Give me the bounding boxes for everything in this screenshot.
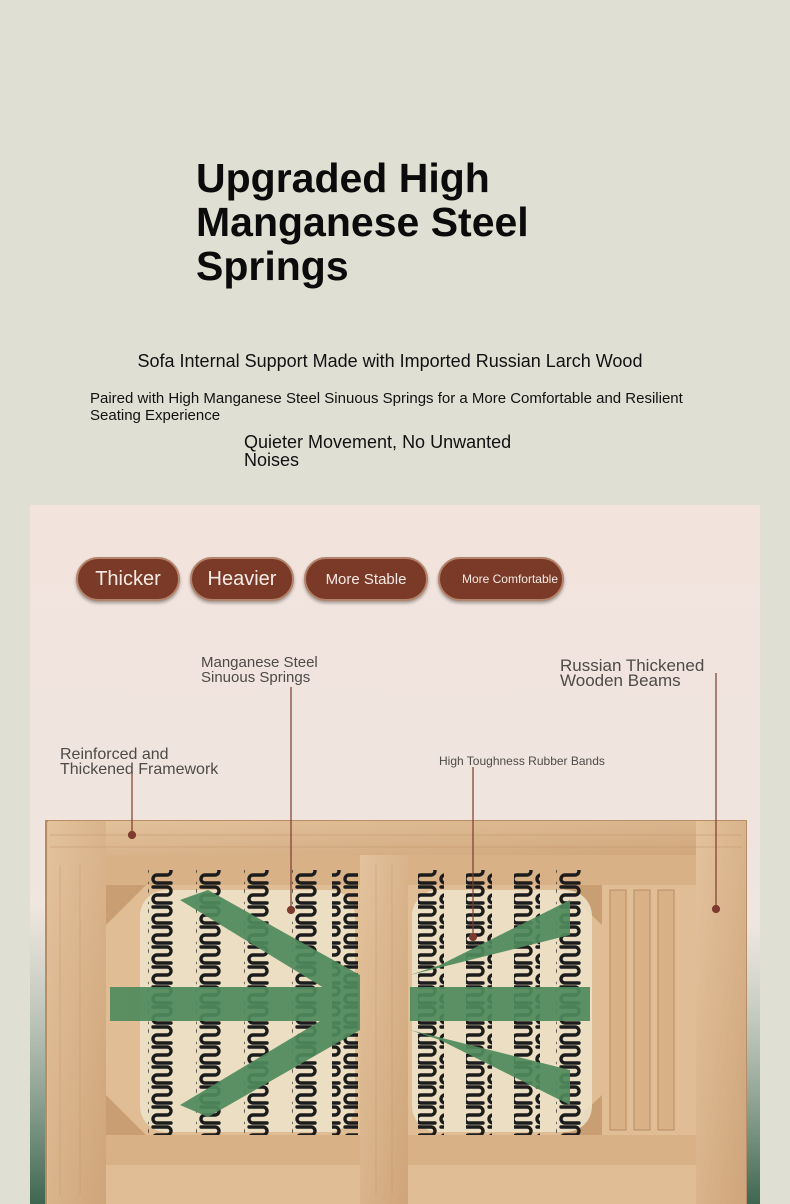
product-illustration-panel	[30, 505, 760, 1204]
page-title: Upgraded High Manganese Steel Springs	[196, 155, 529, 289]
feature-label: Heavier	[207, 567, 277, 590]
feature-label: Thicker	[95, 567, 161, 590]
label-framework: Reinforced and Thickened Framework	[60, 746, 219, 778]
description: Paired with High Manganese Steel Sinuous Springs for a More Comfortable and Resilient Seating Experience	[90, 390, 683, 424]
label-rubber-bands: High Toughness Rubber Bands	[439, 754, 605, 768]
feature-label: More Comfortable	[461, 572, 558, 586]
sofa-frame-illustration	[30, 505, 760, 1204]
feature-pill-heavier	[190, 557, 294, 601]
feature-pill-thicker	[76, 557, 180, 601]
feature-label: More Stable	[325, 570, 407, 588]
subtitle: Sofa Internal Support Made with Imported Russian Larch Wood	[137, 351, 643, 371]
feature-pill-more-comfortable	[438, 557, 564, 601]
tagline: Quieter Movement, No Unwanted Noises	[244, 432, 512, 470]
label-springs: Manganese Steel Sinuous Springs	[201, 654, 318, 686]
label-beams: Russian Thickened Wooden Beams	[560, 656, 705, 690]
feature-pill-more-stable	[304, 557, 428, 601]
